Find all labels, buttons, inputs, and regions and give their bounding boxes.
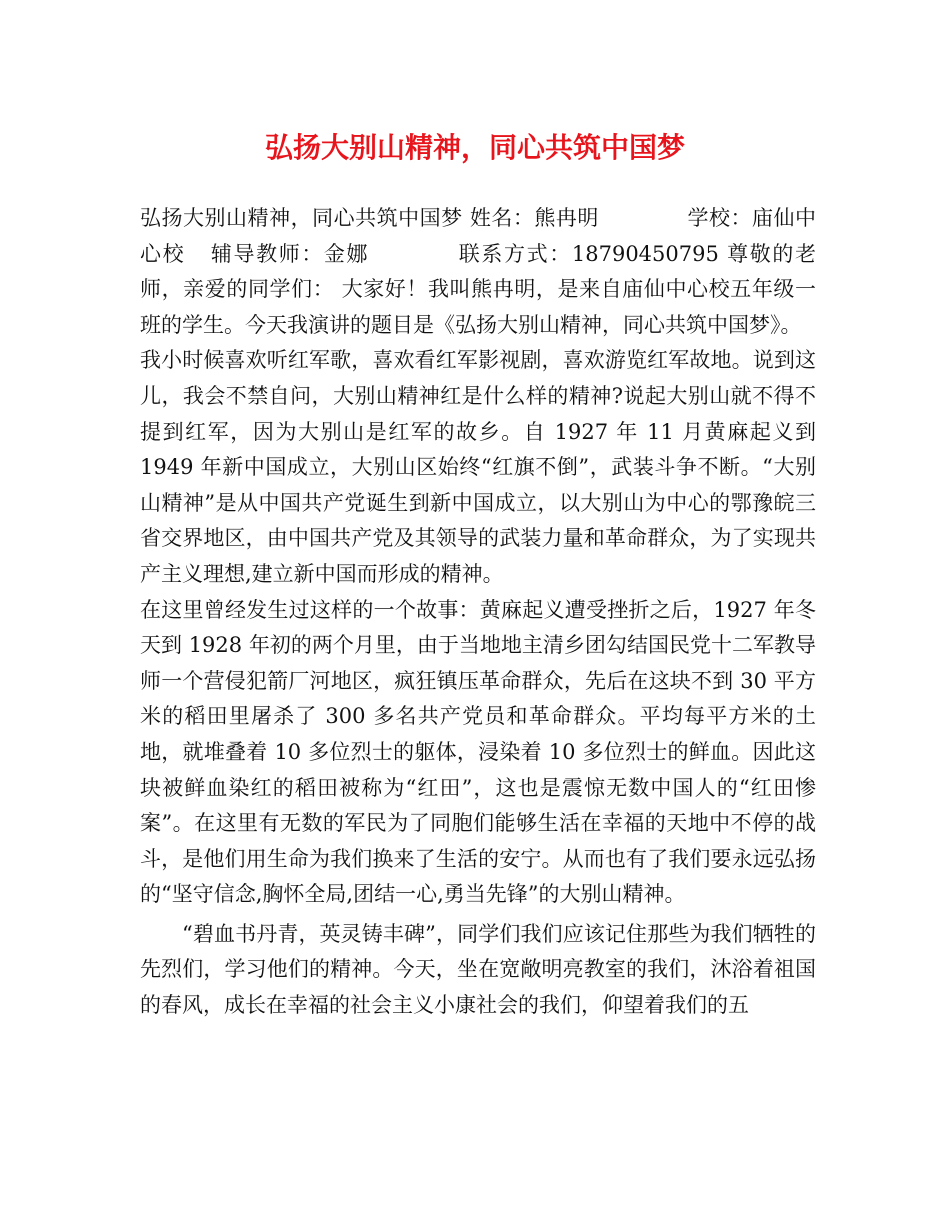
body-paragraph: 我小时候喜欢听红军歌，喜欢看红军影视剧，喜欢游览红军故地。说到这儿，我会不禁自问，大别山精神红是什么样的精神?说起大别山就不得不提到红军，因为大别山是红军的故乡。自 1927 年 11 月黄麻起义到 1949 年新中国成立，大别山区始终“红旗不倒”，武装斗争不断。“大别山精神”是从中国共产党诞生到新中国成立，以大别山为中心的鄂豫皖三省交界地区，由中国共产党及其领导的武装力量和革命群众，为了实现共产主义理想,建立新中国而形成的精神。: [140, 348, 816, 586]
greeting: 尊敬的老师，亲爱的同学们：: [140, 241, 816, 302]
header-paragraph: [140, 201, 816, 343]
header-heading: 弘扬大别山精神，同心共筑中国梦: [140, 206, 463, 230]
contact-info: 联系方式：18790450795: [457, 241, 719, 266]
intro-text: 大家好！我叫熊冉明，是来自庙仙中心校五年级一班的学生。今天我演讲的题目是《弘扬大别山精神，同心共筑中国梦》。: [140, 277, 817, 337]
author-name: 姓名：熊冉明: [469, 206, 599, 230]
school-name: 学校：庙仙中心校: [140, 206, 817, 266]
body-paragraph: “碧血书丹青，英灵铸丰碑”，同学们我们应该记住那些为我们牺牲的先烈们，学习他们的精神。今天，坐在宽敞明亮教室的我们，沐浴着祖国的春风，成长在幸福的社会主义小康社会的我们，仰望着我们的五: [140, 921, 816, 1018]
document-title: 弘扬大别山精神，同心共筑中国梦: [264, 131, 685, 164]
tutor-name: 辅导教师：金娜: [209, 241, 370, 266]
document-body: [140, 201, 816, 1024]
body-paragraph: 在这里曾经发生过这样的一个故事：黄麻起义遭受挫折之后，1927 年冬天到 1928 年初的两个月里，由于当地地主清乡团勾结国民党十二军教导师一个营侵犯箭厂河地区，疯狂镇压革命群众，先后在这块不到 30 平方米的稻田里屠杀了 300 多名共产党员和革命群众。平均每平方米的土地，就堆叠着 10 多位烈士的躯体，浸染着 10 多位烈士的鲜血。因此这块被鲜血染红的稻田被称为“红田”，这也是震惊无数中国人的“红田惨案”。在这里有无数的军民为了同胞们能够生活在幸福的天地中不停的战斗，是他们用生命为我们换来了生活的安宁。从而也有了我们要永远弘扬的“坚守信念,胸怀全局,团结一心,勇当先锋”的大别山精神。: [140, 597, 816, 907]
